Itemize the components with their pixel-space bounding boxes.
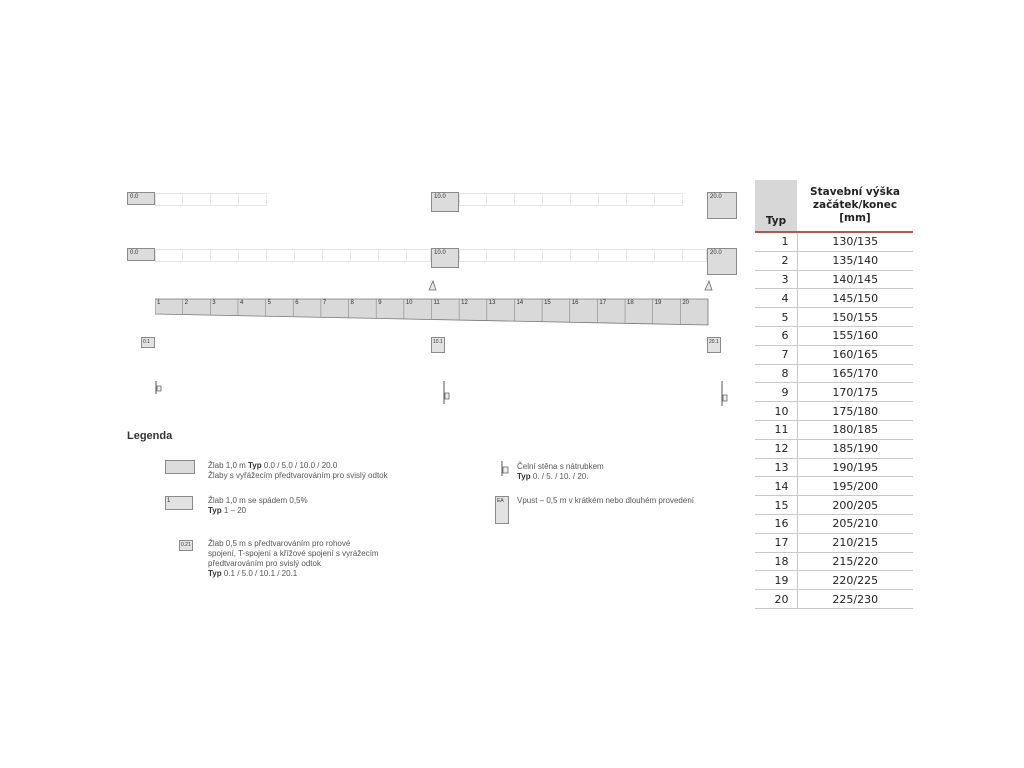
ghost-segment [239, 249, 267, 262]
ghost-segment [627, 193, 655, 206]
table-row [755, 533, 913, 552]
strip-number: 9 [378, 300, 382, 306]
strip-number: 17 [599, 300, 607, 306]
cell-height: 130/135 [797, 232, 913, 251]
ghost-segment [627, 249, 655, 262]
table-row [755, 496, 913, 515]
ghost-segment [379, 249, 407, 262]
ghost-segment [211, 249, 239, 262]
strip-number: 15 [544, 300, 551, 306]
ghost-segment [599, 193, 627, 206]
legend-item-3-line3: předtvarováním pro svislý odtok [208, 559, 321, 568]
legend-end-wall-icon [500, 460, 512, 478]
table-row [755, 552, 913, 571]
strip-number: 11 [433, 300, 440, 306]
cell-height: 180/185 [797, 420, 913, 439]
cell-height: 215/220 [797, 552, 913, 571]
ghost-segment [239, 193, 267, 206]
table-row [755, 364, 913, 383]
ghost-segment [183, 249, 211, 262]
cell-height: 205/210 [797, 514, 913, 533]
legend-item-4-post: 0. / 5. / 10. / 20. [530, 472, 589, 481]
ghost-segment [211, 193, 239, 206]
cell-typ: 12 [755, 439, 797, 458]
table-row [755, 326, 913, 345]
cell-height: 195/200 [797, 477, 913, 496]
short-gutter-20-1: 20.1 [707, 337, 721, 353]
strip-number: 16 [571, 300, 579, 306]
cell-height: 140/145 [797, 270, 913, 289]
cell-typ: 18 [755, 552, 797, 571]
cell-typ: 16 [755, 514, 797, 533]
table-header-row [755, 180, 913, 232]
ghost-segment [515, 249, 543, 262]
ghost-segment [459, 193, 487, 206]
cell-typ: 10 [755, 402, 797, 421]
cell-typ: 13 [755, 458, 797, 477]
legend-item-2-line1: Žlab 1,0 m se spádem 0,5% [208, 496, 308, 505]
legend-item-4-bold: Typ [517, 472, 531, 481]
strip-number: 18 [627, 300, 634, 306]
height-spec-table [755, 180, 913, 609]
cell-height: 210/215 [797, 533, 913, 552]
ghost-segment [323, 249, 351, 262]
header-typ: Typ [755, 180, 797, 232]
legend-swatch-short: 0.21 [179, 540, 193, 551]
ghost-segment [515, 193, 543, 206]
cell-height: 145/150 [797, 289, 913, 308]
cell-height: 220/225 [797, 571, 913, 590]
header-height [797, 180, 913, 232]
gutter-block-10-0-row2: 10.0 [431, 248, 459, 268]
inlet-marker-icon [428, 279, 438, 291]
strip-number: 10 [405, 300, 413, 306]
legend-item-1-pre: Žlab 1,0 m [208, 461, 249, 470]
ghost-segment [571, 249, 599, 262]
table-row [755, 514, 913, 533]
cell-typ: 20 [755, 590, 797, 609]
legend-title: Legenda [127, 430, 173, 442]
ghost-segment [683, 249, 707, 262]
cell-typ: 4 [755, 289, 797, 308]
strip-number: 20 [682, 300, 690, 306]
table-row [755, 270, 913, 289]
cell-height: 160/165 [797, 345, 913, 364]
table-row [755, 402, 913, 421]
ghost-segment [543, 249, 571, 262]
short-gutter-10-1: 10.1 [431, 337, 445, 353]
legend-item-3-line2: spojení, T-spojení a křížové spojení s vyrážecím [208, 549, 379, 558]
legend-item-1-line2: Žlaby s vyřážecím předtvarováním pro svislý odtok [208, 471, 388, 480]
legend-item-1-bold: Typ [248, 461, 262, 470]
cell-height: 165/170 [797, 364, 913, 383]
table-row [755, 477, 913, 496]
cell-typ: 7 [755, 345, 797, 364]
table-row [755, 383, 913, 402]
short-gutter-0-1: 0.1 [141, 337, 155, 348]
strip-number: 5 [267, 300, 271, 306]
strip-number: 12 [461, 300, 468, 306]
strip-number: 1 [157, 300, 161, 306]
ghost-segment [459, 249, 487, 262]
end-wall-icon [720, 380, 730, 408]
cell-height: 200/205 [797, 496, 913, 515]
ghost-segment [487, 249, 515, 262]
ghost-segment [183, 193, 211, 206]
cell-typ: 14 [755, 477, 797, 496]
ghost-segment [543, 193, 571, 206]
ghost-segment [407, 249, 431, 262]
ghost-segment [655, 249, 683, 262]
ghost-segment [655, 193, 683, 206]
cell-typ: 5 [755, 308, 797, 327]
ghost-segment [571, 193, 599, 206]
strip-number: 7 [322, 300, 327, 306]
ghost-segment [155, 193, 183, 206]
legend-item-2-post: 1 – 20 [221, 506, 247, 515]
table-row [755, 308, 913, 327]
gutter-block-0-0-row2: 0.0 [127, 248, 155, 261]
cell-typ: 15 [755, 496, 797, 515]
legend-item-3-line1: Žlab 0,5 m s předtvarováním pro rohové [208, 539, 351, 548]
header-height-line2: začátek/konec [812, 199, 898, 211]
gutter-block-0-0: 0.0 [127, 192, 155, 205]
cell-typ: 2 [755, 251, 797, 270]
legend-item-4 [517, 462, 604, 482]
strip-number: 8 [350, 300, 354, 306]
table-row [755, 232, 913, 251]
legend-item-5: Vpust – 0,5 m v krátkém nebo dlouhém provedení [517, 496, 694, 505]
end-wall-icon [154, 380, 164, 396]
table-row [755, 439, 913, 458]
legend-swatch-sloped: 1 [165, 496, 193, 510]
legend-item-4-line1: Čelní stěna s nátrubkem [517, 462, 604, 471]
gutter-block-10-0: 10.0 [431, 192, 459, 212]
cell-height: 175/180 [797, 402, 913, 421]
cell-height: 185/190 [797, 439, 913, 458]
table-row [755, 420, 913, 439]
cell-typ: 11 [755, 420, 797, 439]
table-row [755, 345, 913, 364]
gutter-block-20-0-row2: 20.0 [707, 248, 737, 275]
table-row [755, 289, 913, 308]
cell-typ: 9 [755, 383, 797, 402]
end-wall-icon [442, 380, 452, 406]
cell-typ: 1 [755, 232, 797, 251]
cell-height: 135/140 [797, 251, 913, 270]
strip-number: 3 [212, 300, 216, 306]
strip-number: 4 [239, 300, 244, 306]
cell-height: 155/160 [797, 326, 913, 345]
cell-height: 170/175 [797, 383, 913, 402]
legend-item-2-bold: Typ [208, 506, 222, 515]
cell-typ: 19 [755, 571, 797, 590]
cell-typ: 3 [755, 270, 797, 289]
strip-number: 2 [184, 300, 188, 306]
ghost-segment [267, 249, 295, 262]
legend-item-3-bold: Typ [208, 569, 222, 578]
strip-number: 14 [516, 300, 524, 306]
strip-number: 19 [654, 300, 662, 306]
cell-typ: 17 [755, 533, 797, 552]
table-row [755, 251, 913, 270]
ghost-segment [351, 249, 379, 262]
ghost-segment [155, 249, 183, 262]
table-row [755, 458, 913, 477]
table-row [755, 571, 913, 590]
ghost-segment [487, 193, 515, 206]
ghost-segment [295, 249, 323, 262]
gutter-block-20-0: 20.0 [707, 192, 737, 219]
legend-swatch-gutter [165, 460, 195, 474]
cell-height: 225/230 [797, 590, 913, 609]
header-height-line3: [mm] [839, 212, 871, 224]
legend-swatch-inlet: EA [495, 496, 509, 524]
ghost-segment [599, 249, 627, 262]
cell-height: 150/155 [797, 308, 913, 327]
table-row [755, 590, 913, 609]
legend-item-2 [208, 496, 308, 516]
inlet-marker-icon [704, 279, 714, 291]
legend-item-3-post: 0.1 / 5.0 / 10.1 / 20.1 [221, 569, 298, 578]
cell-typ: 6 [755, 326, 797, 345]
legend-item-3 [208, 539, 379, 579]
cell-typ: 8 [755, 364, 797, 383]
header-height-line1: Stavební výška [810, 186, 900, 198]
legend-item-1 [208, 461, 388, 481]
strip-number: 6 [295, 300, 299, 306]
cell-height: 190/195 [797, 458, 913, 477]
legend-item-1-post: 0.0 / 5.0 / 10.0 / 20.0 [261, 461, 338, 470]
strip-number: 13 [488, 300, 496, 306]
